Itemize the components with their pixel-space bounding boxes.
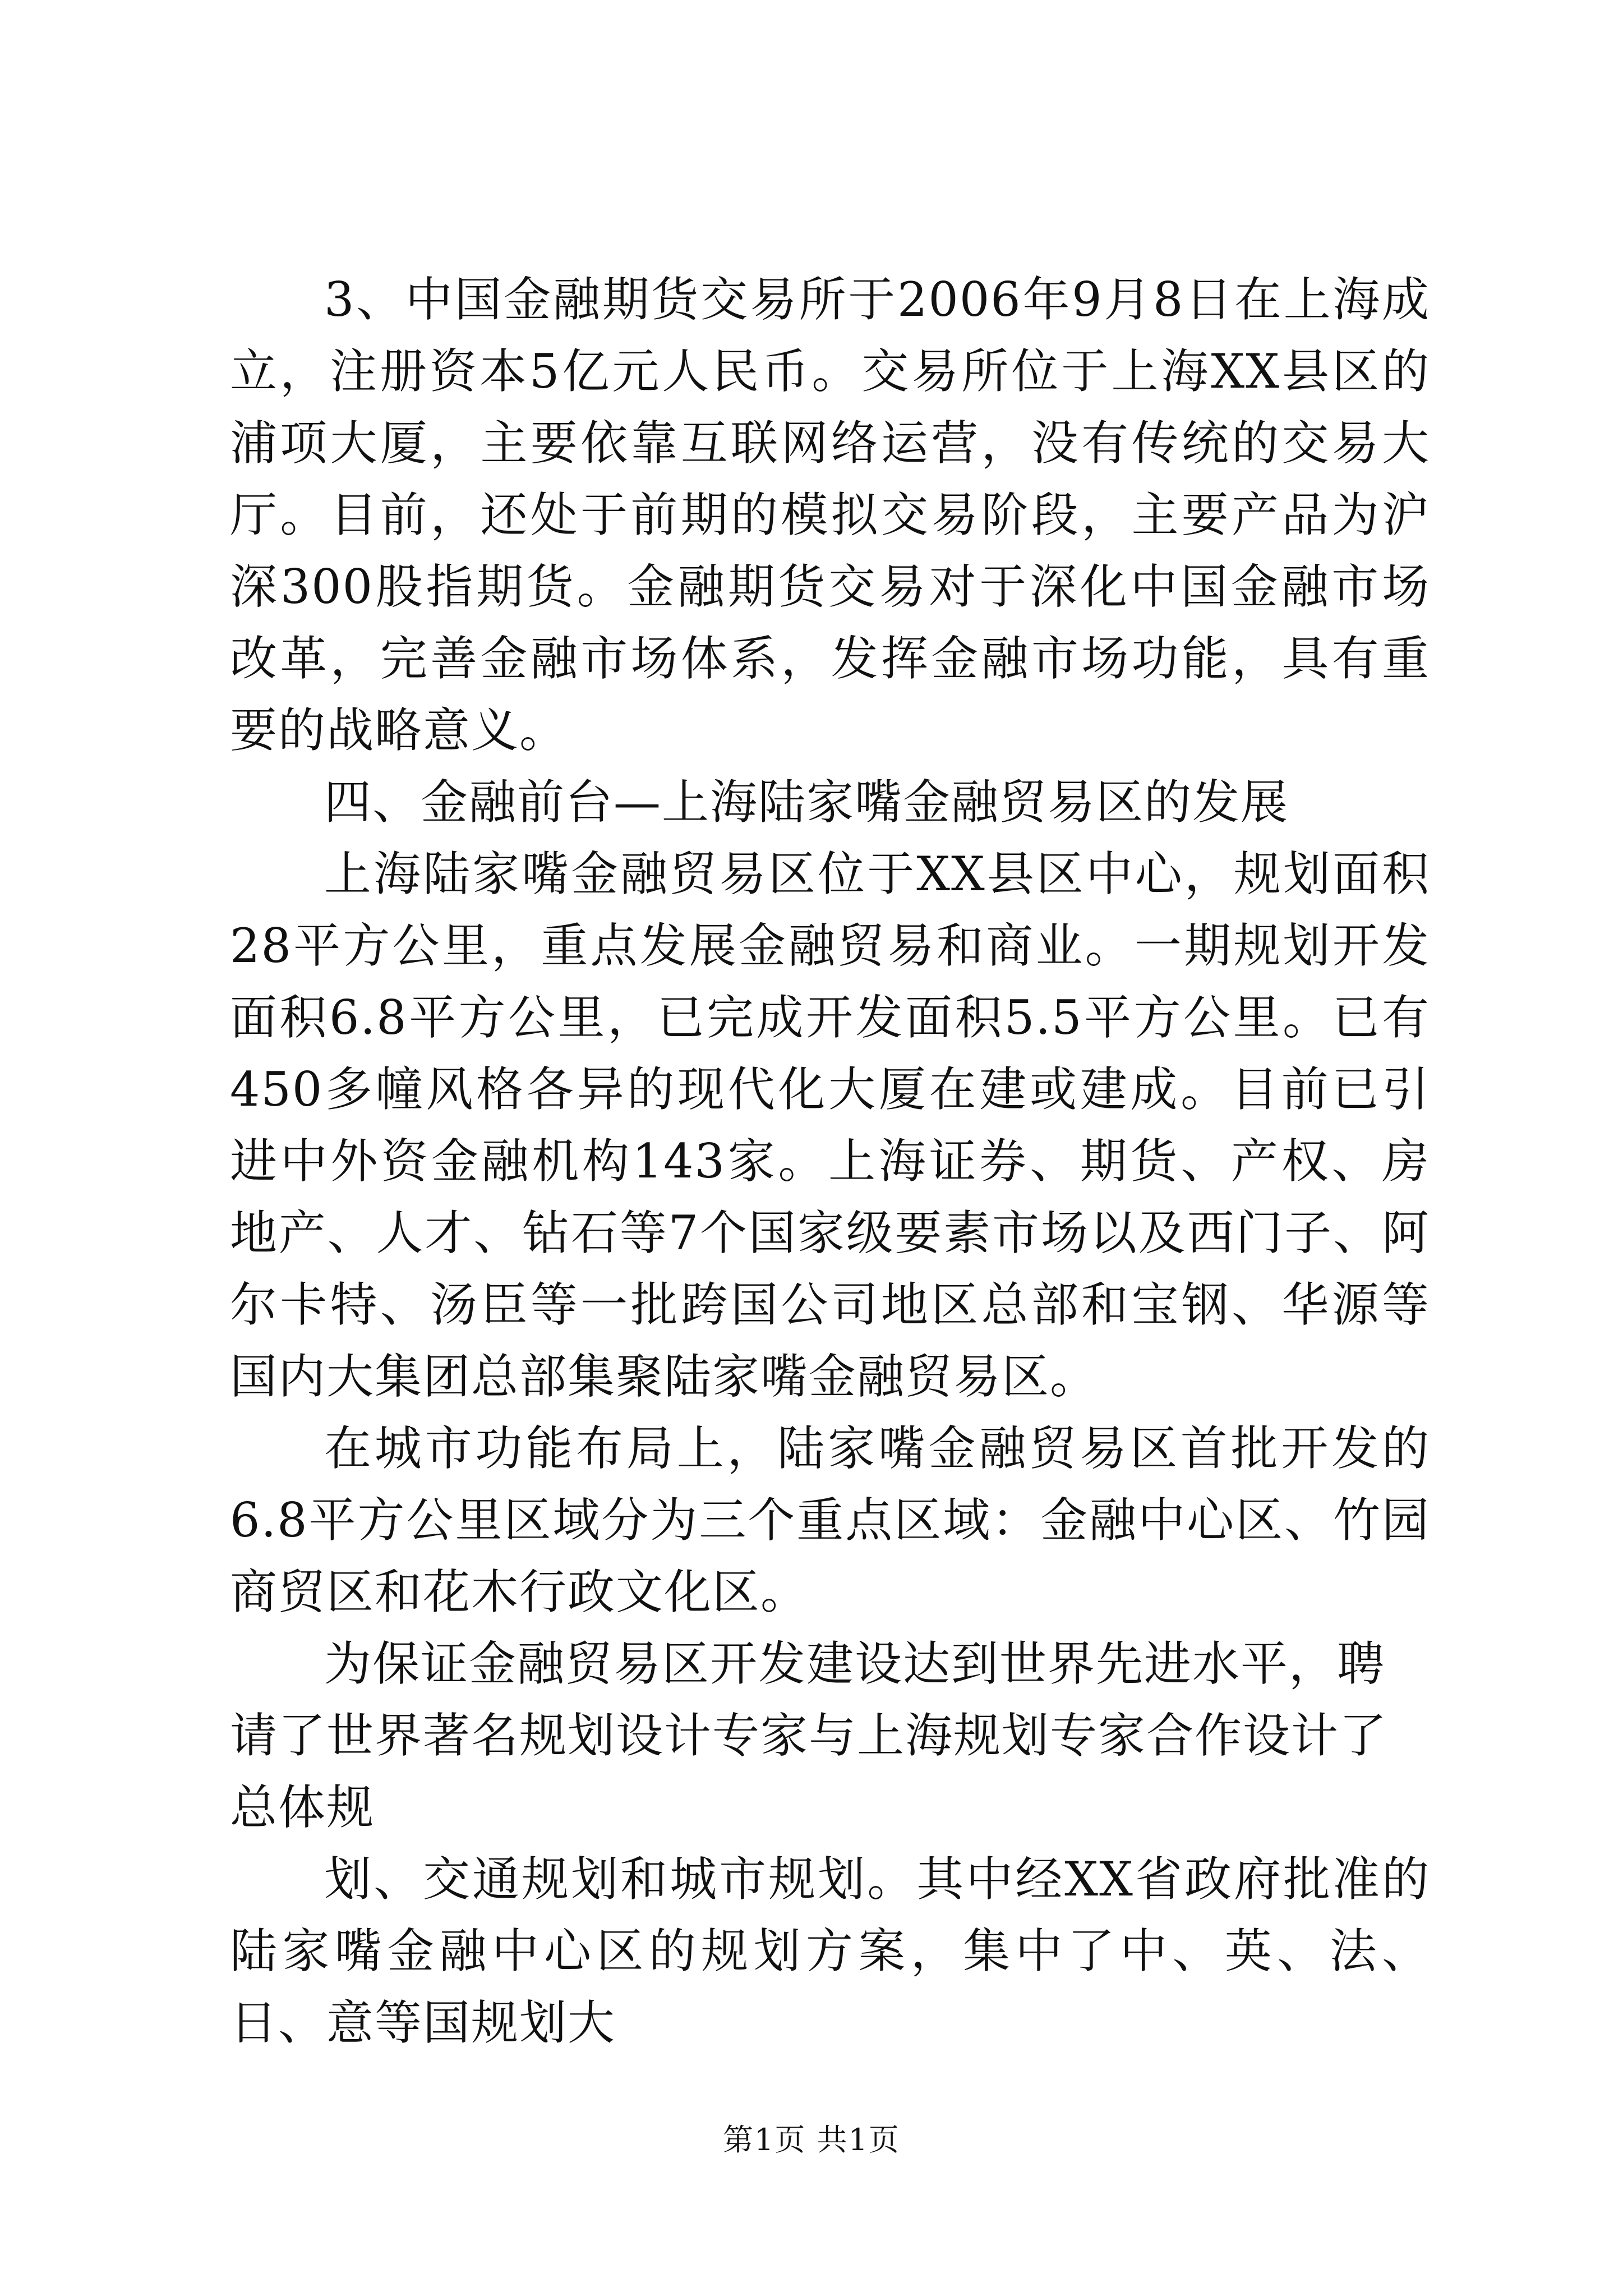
- paragraph-lujiazui-overview: 上海陆家嘴金融贸易区位于XX县区中心，规划面积28平方公里，重点发展金融贸易和商业。一期规划开发面积6.8平方公里，已完成开发面积5.5平方公里。已有450多幢风格各异的现代化大厦在建或建成。目前已引进中外资金融机构143家。上海证券、期货、产权、房地产、人才、钻石等7个国家级要素市场以及西门子、阿尔卡特、汤臣等一批跨国公司地区总部和宝钢、华源等国内大集团总部集聚陆家嘴金融贸易区。: [230, 846, 1430, 1404]
- section-heading-lujiazui: 四、金融前台—上海陆家嘴金融贸易区的发展: [324, 775, 1289, 830]
- paragraph-functional-layout: 在城市功能布局上，陆家嘴金融贸易区首批开发的6.8平方公里区域分为三个重点区域：金融中心区、竹园商贸区和花木行政文化区。: [230, 1421, 1430, 1619]
- paragraph-futures-exchange: 3、中国金融期货交易所于2006年9月8日在上海成立，注册资本5亿元人民币。交易所位于上海XX县区的浦项大厦，主要依靠互联网络运营，没有传统的交易大厅。目前，还处于前期的模拟交易阶段，主要产品为沪深300股指期货。金融期货交易对于深化中国金融市场改革，完善金融市场体系，发挥金融市场功能，具有重要的战略意义。: [230, 272, 1430, 758]
- document-body: [230, 264, 1430, 2059]
- page-footer: 第1页 共1页: [723, 2122, 900, 2157]
- paragraph-planning-experts: 为保证金融贸易区开发建设达到世界先进水平，聘请了世界著名规划设计专家与上海规划专家合作设计了总体规: [230, 1636, 1388, 1835]
- paragraph-planning-continued: 划、交通规划和城市规划。其中经XX省政府批准的陆家嘴金融中心区的规划方案，集中了中、英、法、日、意等国规划大: [230, 1852, 1430, 2050]
